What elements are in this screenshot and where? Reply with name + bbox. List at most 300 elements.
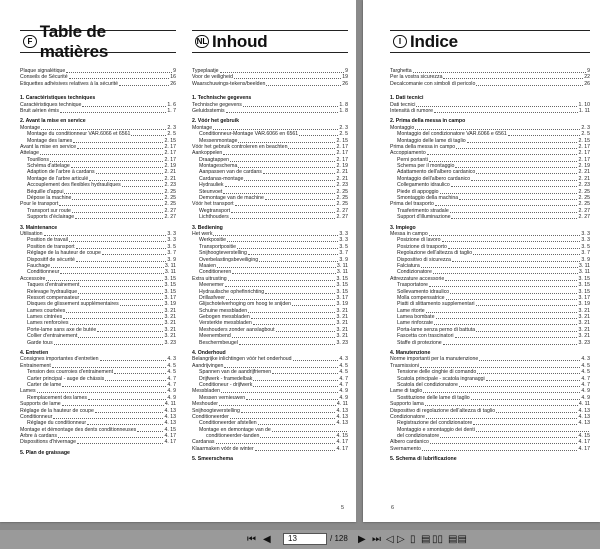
toc-entry-title: Relevage hydraulique <box>27 288 78 295</box>
toc-entry-page: 16 <box>170 74 176 81</box>
toc-entry-page: 2. 21 <box>336 169 348 176</box>
toc-entry-title: Position de transport <box>27 243 75 250</box>
toc-leader <box>137 427 163 432</box>
toc-entry-title: Messbladen <box>192 388 220 395</box>
toc-entry-page: 2. 17 <box>578 150 590 157</box>
toc-column-nl <box>192 30 348 463</box>
toc-leader <box>251 314 336 319</box>
page-total: / 128 <box>330 534 348 543</box>
toc-entry-page: 4. 7 <box>167 381 176 388</box>
toc-row <box>192 340 348 346</box>
toc-entry-title: Wegtransport <box>199 207 231 214</box>
page-number: 6 <box>391 505 395 511</box>
toc-entry-page: 4. 3 <box>339 356 348 363</box>
toc-leader <box>69 74 170 79</box>
toc-entry-page: 1. 10 <box>578 101 590 108</box>
toc-leader <box>223 189 335 194</box>
first-page-button[interactable]: ⏮ <box>247 534 256 545</box>
toc-entry-page: 2. 25 <box>164 195 176 202</box>
toc-leader <box>258 420 336 425</box>
toc-leader <box>232 333 336 338</box>
toc-leader <box>80 295 163 300</box>
toc-entry-page: 3. 9 <box>167 256 176 263</box>
toc-entry-title: Schéma d'attelage <box>27 163 70 170</box>
toc-entry-page: 4. 13 <box>578 407 590 414</box>
continuous-page-icon[interactable]: ▤ <box>421 534 431 545</box>
continuous-facing-icon[interactable]: ▤▤ <box>448 534 467 545</box>
toc-entry-title: Conditioneren <box>199 269 232 276</box>
toc-entry-page: 4. 11 <box>578 401 590 408</box>
toc-entry-title: Béquille d'appui <box>27 188 64 195</box>
toc-row <box>20 81 176 87</box>
facing-pages-icon[interactable]: ▯▯ <box>432 534 444 545</box>
toc-entry-page: 4. 13 <box>164 413 176 420</box>
toc-leader <box>237 244 338 249</box>
toc-entry-title: Glijschotelverhoging om hoog te snijden <box>199 301 291 308</box>
toc-leader <box>455 163 577 168</box>
toc-entry-title: Schema per il montaggio <box>397 163 455 170</box>
toc-entry-page: 3. 19 <box>164 301 176 308</box>
toc-leader <box>50 157 164 162</box>
toc-leader <box>265 195 336 200</box>
toc-entry-title: Aankoppelen <box>192 150 223 157</box>
toc-entry-title: Lame rinforzate <box>397 320 434 327</box>
toc-entry-page: 2. 23 <box>336 182 348 189</box>
toc-entry-page: 2. 3 <box>581 124 590 131</box>
toc-entry-page: 3. 3 <box>339 237 348 244</box>
toc-entry-title: Messa in campo <box>390 230 428 237</box>
toc-leader <box>227 237 338 242</box>
toc-entry-page: 4. 9 <box>339 394 348 401</box>
toc-leader <box>87 420 163 425</box>
toc-leader <box>427 150 578 155</box>
toc-entry-title: Attrezzature accessorie <box>390 275 445 282</box>
toc-column-fr <box>20 21 176 456</box>
toc-entry-page: 2. 21 <box>336 175 348 182</box>
toc-entry-title: Meenembend <box>199 333 231 340</box>
toc-entry-title: Cardanas <box>192 439 215 446</box>
toc-leader <box>54 340 164 345</box>
toc-entry-title: Garde tous <box>27 339 53 346</box>
toc-leader <box>230 157 335 162</box>
toc-entry-title: Montaggio dell'albero cardanico <box>397 175 471 182</box>
toc-entry-page: 4. 7 <box>339 381 348 388</box>
toc-entry-title: Supports d'éclairage <box>27 214 75 221</box>
toc-leader <box>51 263 164 268</box>
toc-entry-title: Accoppiamento <box>390 150 426 157</box>
toc-entry-page: 3. 19 <box>336 301 348 308</box>
toc-entry-page: 3. 21 <box>336 326 348 333</box>
toc-leader <box>122 182 164 187</box>
toc-leader <box>471 395 581 400</box>
toc-entry-title: Fauchage <box>27 262 51 269</box>
toc-leader <box>413 68 586 73</box>
toc-entry-page: 3. 21 <box>336 307 348 314</box>
toc-entry-title: Registrazione del condizionatore <box>397 420 473 427</box>
toc-section-heading: 5. Schema di lubrificazione <box>390 456 457 463</box>
toc-entry-page: 3. 21 <box>164 307 176 314</box>
toc-leader <box>40 150 163 155</box>
toc-leader <box>53 414 163 419</box>
toc-section-heading: 2. Vóór het gebruik <box>192 118 239 125</box>
toc-entry-page: 3. 11 <box>164 262 176 269</box>
page-gap <box>356 0 363 522</box>
toc-leader <box>293 356 339 361</box>
toc-entry-title: Staffe di protezione <box>397 339 442 346</box>
toc-leader <box>82 102 166 107</box>
toc-section-heading: 1. Caractéristiques techniques <box>20 95 96 102</box>
toc-entry-page: 3. 11 <box>578 269 590 276</box>
toc-section-heading: 2. Avant la mise en service <box>20 118 86 125</box>
toc-entry-page: 22 <box>584 74 590 81</box>
toc-entry-title: Versterkte messbladen <box>199 320 252 327</box>
toc-leader <box>226 108 339 113</box>
toc-entry-title: Svernamento <box>390 445 421 452</box>
toc-entry-title: Trasportatore <box>397 282 428 289</box>
toc-entry-title: Beschermbeugel <box>199 339 238 346</box>
toc-entry-title: Bruit aérien émis <box>20 107 59 114</box>
toc-entry-title: Cardanas-montage <box>199 175 244 182</box>
toc-entry-page: 4. 7 <box>339 375 348 382</box>
toc-leader <box>238 138 335 143</box>
toc-entry-page: 4. 11 <box>336 401 348 408</box>
toc-entry-page: 3. 5 <box>581 243 590 250</box>
toc-entry-page: 2. 21 <box>578 175 590 182</box>
back-view-button[interactable]: ◁ <box>386 534 394 545</box>
toc-entry-page: 3. 21 <box>164 326 176 333</box>
toc-entry-title: Dispositif de sécurité <box>27 256 75 263</box>
forward-view-button[interactable]: ▷ <box>397 534 405 545</box>
toc-leader <box>443 340 578 345</box>
page-number-input[interactable]: 13 <box>283 533 327 545</box>
toc-entry-title: Dispositivo di regolazione dell'altezza di taglio <box>390 407 496 414</box>
toc-entry-title: Technische gegevens <box>192 101 242 108</box>
toc-leader <box>217 263 336 268</box>
toc-leader <box>232 269 336 274</box>
toc-entry-title: Supporto lama <box>390 401 424 408</box>
toc-leader <box>259 257 338 262</box>
toc-leader <box>422 446 578 451</box>
toc-entry-title: Waarschuwings-tekens/beelden <box>192 80 266 87</box>
toc-leader <box>253 320 336 325</box>
toc-entry-title: Condizionatore <box>390 413 425 420</box>
toc-leader <box>440 433 577 438</box>
toc-leader <box>451 214 577 219</box>
toc-entry-page: 4. 9 <box>581 388 590 395</box>
toc-entry-page: 2. 17 <box>164 156 176 163</box>
toc-header <box>390 30 590 53</box>
toc-entry-page: 3. 21 <box>164 333 176 340</box>
toc-leader <box>100 356 167 361</box>
toc-entry-page: 3. 15 <box>336 282 348 289</box>
toc-leader <box>272 369 338 374</box>
toc-leader <box>476 327 577 332</box>
toc-entry-page: 2. 25 <box>164 188 176 195</box>
toc-leader <box>221 388 338 393</box>
toc-leader <box>230 414 336 419</box>
toc-entry-title: Montaggio delle lame di taglio <box>397 137 466 144</box>
toc-entry-title: Lame ritorte <box>397 307 425 314</box>
toc-entry-page: 3. 21 <box>578 314 590 321</box>
toc-entry-title: Lichthouders <box>199 214 229 221</box>
toc-entry-page: 3. 21 <box>336 333 348 340</box>
toc-entry-title: Belangrijke inlichtingen vóór het onderhoud <box>192 356 292 363</box>
toc-leader <box>292 301 335 306</box>
next-page-button[interactable]: ▶ <box>358 534 366 545</box>
toc-leader <box>446 295 578 300</box>
toc-entry-page: 3. 9 <box>581 256 590 263</box>
toc-leader <box>272 427 347 432</box>
toc-leader <box>46 276 163 281</box>
toc-entry-title: Perni portanti <box>397 156 428 163</box>
toc-entry-title: Conseils de Sécurité <box>20 74 68 81</box>
toc-leader <box>59 201 163 206</box>
toc-leader <box>452 257 580 262</box>
toc-entry-page: 2. 15 <box>336 137 348 144</box>
toc-leader <box>72 195 163 200</box>
toc-entry-page: 3. 23 <box>164 339 176 346</box>
toc-entry-title: Posizione di trasporto <box>397 243 447 250</box>
toc-leader <box>253 382 338 387</box>
toc-leader <box>299 131 338 136</box>
toc-row <box>192 214 348 220</box>
toc-entry-title: Drillasfveer <box>199 294 225 301</box>
toc-entry-title: Montage de l'arbre articulé <box>27 175 89 182</box>
toc-entry-title: Lames courbées <box>27 307 66 314</box>
toc-leader <box>253 376 338 381</box>
toc-entry-title: Molla compensatrice <box>397 294 445 301</box>
toc-section-heading: 4. Onderhoud <box>192 350 226 357</box>
toc-entry-page: 26 <box>170 80 176 87</box>
toc-entry-page: 4. 7 <box>167 375 176 382</box>
toc-entry-title: Hydrauliek <box>199 182 224 189</box>
toc-entry-title: Geluidsstemis <box>192 107 225 114</box>
single-page-icon[interactable]: ▯ <box>410 534 416 545</box>
toc-entry-title: Klaarmaken vóór de winter <box>192 445 254 452</box>
toc-list <box>192 68 348 463</box>
toc-entry-title: Disques de glissement supplémentaires <box>27 301 119 308</box>
toc-entry-title: Conditioneur - drijfwerk <box>199 381 253 388</box>
toc-entry-title: Meshouder <box>192 401 218 408</box>
toc-entry-page: 2. 17 <box>578 143 590 150</box>
toc-entry-page: 2. 5 <box>581 131 590 138</box>
toc-entry-title: Consignes importantes d'entretien <box>20 356 99 363</box>
toc-leader <box>223 150 335 155</box>
toc-entry-page: 1. 7 <box>167 107 176 114</box>
toc-entry-page: 2. 23 <box>164 182 176 189</box>
toc-entry-page: 3. 19 <box>578 301 590 308</box>
toc-leader <box>239 340 336 345</box>
toc-entry-title: Steunvoet <box>199 188 223 195</box>
toc-leader <box>434 320 577 325</box>
toc-entry-title: Piatti di slittamento supplementari <box>397 301 475 308</box>
toc-entry-title: Per la vostra sicurezza <box>390 74 443 81</box>
toc-leader <box>78 333 163 338</box>
toc-leader <box>246 395 338 400</box>
toc-section-heading: 5. Plan de graissage <box>20 449 70 456</box>
toc-entry-page: 3. 21 <box>336 320 348 327</box>
toc-entry-page: 3. 15 <box>164 288 176 295</box>
toc-entry-page: 3. 15 <box>336 288 348 295</box>
toc-entry-title: Réglage du conditionneur <box>27 420 87 427</box>
toc-entry-page: 3. 21 <box>164 320 176 327</box>
toc-leader <box>260 433 335 438</box>
toc-entry-title: Avant la mise en service <box>20 143 77 150</box>
toc-leader <box>76 244 167 249</box>
toc-leader <box>476 81 583 86</box>
toc-column-it <box>390 30 590 463</box>
language-badge-icon: I <box>393 35 407 48</box>
toc-entry-page: 3. 3 <box>581 230 590 237</box>
toc-entry-page: 4. 13 <box>336 420 348 427</box>
toc-entry-title: Typeplaatje <box>192 68 219 74</box>
toc-entry-page: 2. 27 <box>336 207 348 214</box>
toc-leader <box>105 376 166 381</box>
last-page-button[interactable]: ⏭ <box>372 534 381 545</box>
toc-entry-title: Dispositions d'hivernage <box>20 439 77 446</box>
toc-entry-page: 4. 17 <box>164 439 176 446</box>
toc-entry-page: 2. 19 <box>336 163 348 170</box>
toc-entry-title: Dépose la machine <box>27 195 72 202</box>
toc-entry-title: Draagtappen <box>199 156 229 163</box>
toc-leader <box>60 269 164 274</box>
toc-entry-title: Meshouders zonder aanslagbout <box>199 326 275 333</box>
toc-leader <box>459 382 580 387</box>
toc-leader <box>436 314 578 319</box>
toc-entry-title: Supports de lame <box>20 401 61 408</box>
toc-entry-title: Carter principal - auge de chássis <box>27 375 105 382</box>
toc-row <box>390 81 590 87</box>
toc-leader <box>421 263 578 268</box>
toc-leader <box>429 282 578 287</box>
toc-entry-page: 2. 27 <box>578 207 590 214</box>
right-page <box>363 0 600 522</box>
toc-entry-title: Sollevamento idraulico <box>397 288 450 295</box>
toc-title: Indice <box>410 31 458 51</box>
toc-entry-page: 2. 25 <box>578 188 590 195</box>
toc-entry-page: 1. 8 <box>339 101 348 108</box>
toc-entry-title: Vóór het gebruik controleren en beachten <box>192 143 288 150</box>
toc-leader <box>213 125 338 130</box>
toc-entry-page: 3. 9 <box>339 256 348 263</box>
toc-entry-page: 2. 15 <box>164 137 176 144</box>
toc-entry-title: Transport sur route <box>27 207 71 214</box>
toc-entry-title: Porta-lame senza perno di battuta <box>397 326 476 333</box>
toc-leader <box>429 231 581 236</box>
toc-entry-page: 2. 27 <box>336 214 348 221</box>
toc-entry-title: Vóór het transport <box>192 201 234 208</box>
toc-leader <box>467 138 578 143</box>
language-badge-icon: F <box>23 35 37 48</box>
toc-entry-page: 4. 15 <box>336 433 348 440</box>
toc-section-heading: 1. Technische gegevens <box>192 95 252 102</box>
toc-entry-page: 2. 15 <box>578 137 590 144</box>
toc-entry-title: Intensità di rumore <box>390 107 433 114</box>
toc-entry-title: Attelage <box>20 150 40 157</box>
toc-entry-page: 2. 17 <box>164 143 176 150</box>
toc-entry-page: 3. 3 <box>167 230 176 237</box>
toc-entry-title: Aandrijvingen <box>192 362 224 369</box>
toc-entry-page: 4. 13 <box>164 407 176 414</box>
toc-leader <box>224 363 338 368</box>
toc-title: Table de matières <box>39 21 109 61</box>
toc-entry-page: 2. 3 <box>167 124 176 131</box>
toc-entry-title: Fascetta con trascinatori <box>397 333 454 340</box>
toc-entry-page: 4. 5 <box>339 369 348 376</box>
toc-entry-page: 4. 9 <box>339 388 348 395</box>
toc-entry-title: Messen vernieuwen <box>199 394 246 401</box>
toc-entry-page: 3. 15 <box>164 275 176 282</box>
toc-entry-title: Het werk <box>192 230 213 237</box>
toc-entry-title: Posizione di lavoro <box>397 237 441 244</box>
toc-leader <box>44 231 167 236</box>
toc-leader <box>41 125 166 130</box>
toc-entry-page: 3. 5 <box>339 243 348 250</box>
toc-entry-title: Decalcomanie con simboli di pericolo <box>390 80 476 87</box>
toc-entry-page: 3. 21 <box>336 314 348 321</box>
toc-entry-page: 9 <box>587 68 590 74</box>
toc-entry-title: Snijhoogteverstelling <box>192 407 240 414</box>
toc-entry-title: Réglage de la hauteur de coupe <box>27 250 101 257</box>
toc-entry-title: Trasferimento stradale <box>397 207 449 214</box>
toc-entry-title: Conditionneur <box>27 269 60 276</box>
toc-leader <box>77 439 163 444</box>
toc-entry-page: 3. 15 <box>336 275 348 282</box>
toc-leader <box>73 138 163 143</box>
toc-entry-page: 3. 15 <box>578 282 590 289</box>
toc-entry-page: 3. 21 <box>164 314 176 321</box>
toc-entry-page: 3. 17 <box>336 294 348 301</box>
toc-leader <box>450 208 578 213</box>
toc-leader <box>220 68 345 73</box>
toc-entry-title: Adattamento dell'albero cardanico <box>397 169 476 176</box>
toc-entry-title: Condizionatore <box>397 269 432 276</box>
toc-leader <box>508 131 581 136</box>
toc-header <box>20 21 176 61</box>
toc-leader <box>450 289 577 294</box>
toc-leader <box>119 81 169 86</box>
toc-entry-page: 3. 11 <box>336 262 348 269</box>
toc-entry-page: 4. 5 <box>581 369 590 376</box>
toc-list <box>390 68 590 463</box>
toc-leader <box>216 439 336 444</box>
toc-leader <box>88 395 166 400</box>
toc-leader <box>420 363 580 368</box>
toc-entry-title: Maaien <box>199 262 217 269</box>
toc-entry-page: 2. 19 <box>164 163 176 170</box>
toc-leader <box>477 369 580 374</box>
toc-entry-title: Réglage de la hauteur de coupe <box>20 407 94 414</box>
toc-row <box>20 214 176 220</box>
toc-leader <box>64 189 163 194</box>
toc-leader <box>238 163 335 168</box>
toc-leader <box>429 157 578 162</box>
toc-entry-title: Transportpositie <box>199 243 237 250</box>
toc-entry-page: 2. 25 <box>164 201 176 208</box>
toc-title: Inhoud <box>212 31 268 51</box>
toc-entry-page: 4. 5 <box>167 369 176 376</box>
toc-entry-title: Norme importanti per la manutenzione <box>390 356 479 363</box>
toc-entry-title: Utilisation <box>20 230 43 237</box>
previous-page-button[interactable]: ◀ <box>263 534 271 545</box>
toc-entry-title: Snijhoogteverstelling <box>199 250 247 257</box>
toc-entry-page: 3. 15 <box>164 282 176 289</box>
toc-list <box>20 68 176 456</box>
toc-leader <box>96 169 164 174</box>
toc-entry-title: Demontage van de machine <box>199 195 264 202</box>
toc-entry-page: 4. 17 <box>164 433 176 440</box>
toc-entry-title: Montage <box>192 124 213 131</box>
